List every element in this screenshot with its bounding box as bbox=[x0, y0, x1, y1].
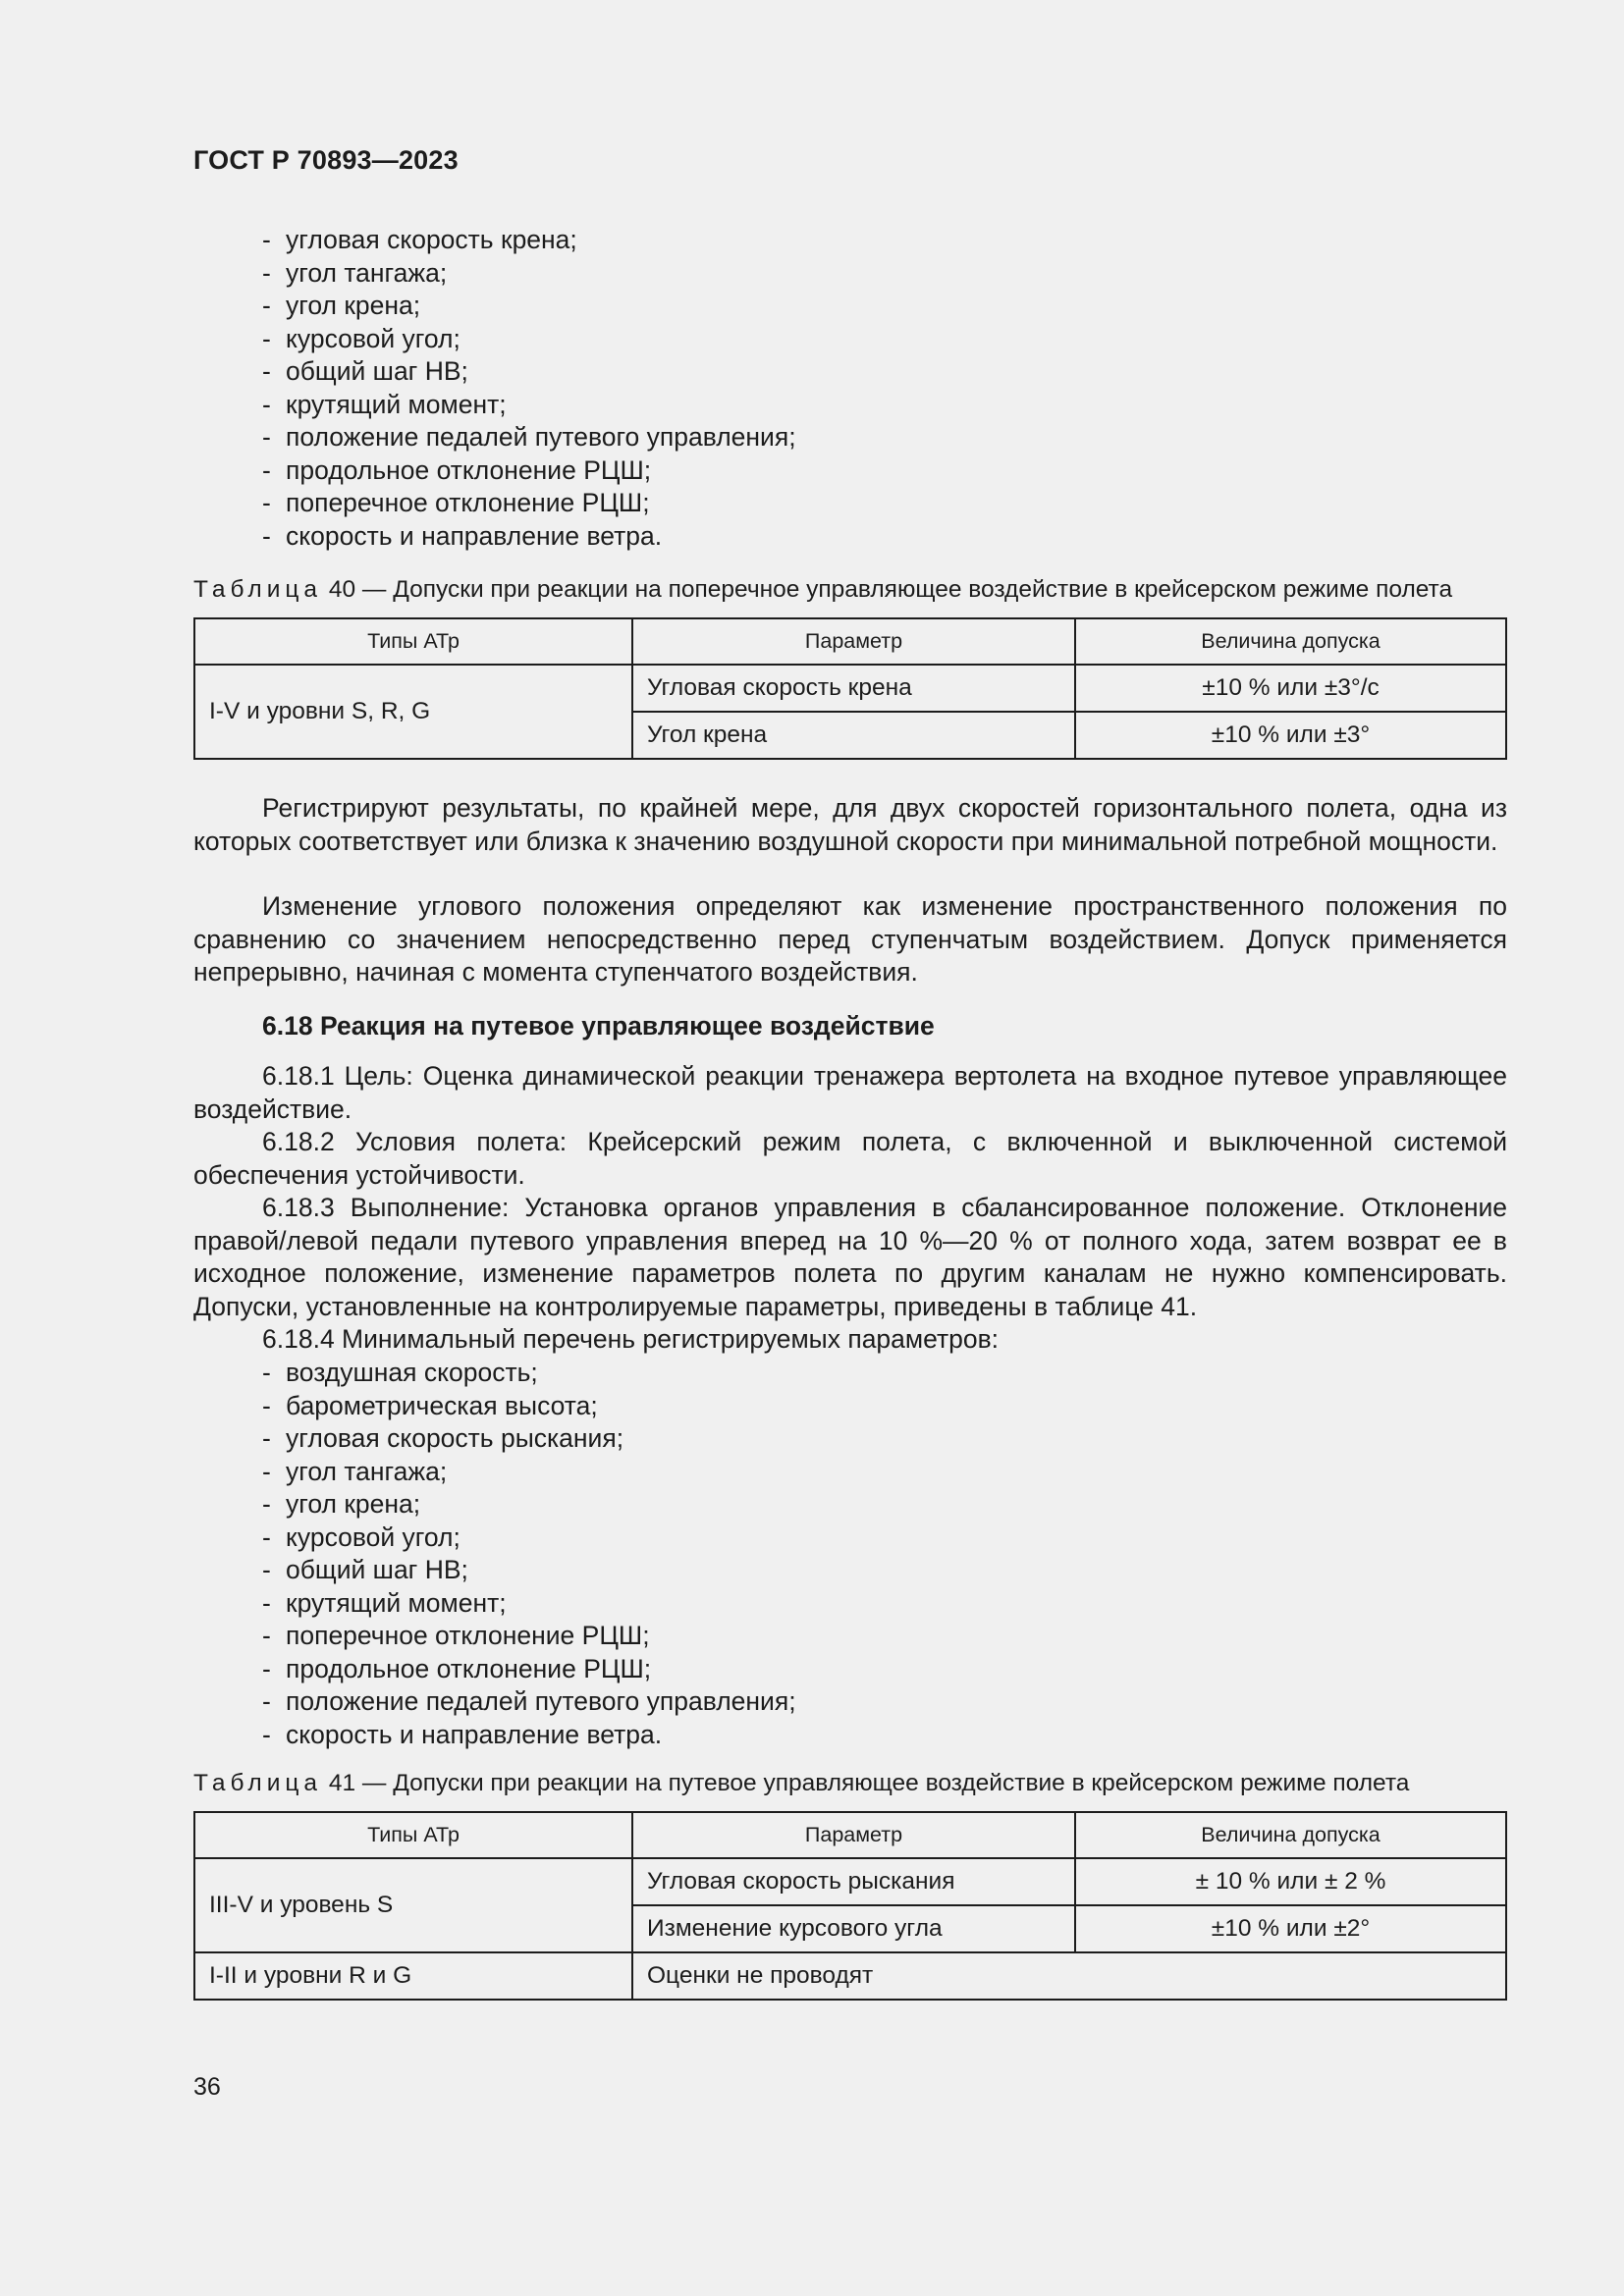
table-41-caption bbox=[193, 1770, 1409, 1797]
list-item-text: крутящий момент; bbox=[286, 1587, 507, 1618]
list-dash: - bbox=[262, 1719, 271, 1749]
type-cell: III-V и уровень S bbox=[194, 1858, 632, 1952]
list-dash: - bbox=[262, 225, 271, 254]
list-item-text: курсовой угол; bbox=[286, 323, 460, 353]
param-cell: Изменение курсового угла bbox=[632, 1905, 1075, 1952]
list-item-text: угол тангажа; bbox=[286, 1456, 448, 1486]
table-40 bbox=[193, 617, 1507, 760]
table-label: Таблица bbox=[193, 576, 323, 603]
table-row bbox=[194, 1858, 1506, 1905]
list-item bbox=[193, 355, 796, 389]
list-item bbox=[193, 323, 796, 356]
list-item bbox=[193, 1653, 796, 1686]
list-item bbox=[193, 487, 796, 520]
list-dash: - bbox=[262, 1423, 271, 1453]
header-cell: Типы АТр bbox=[194, 618, 632, 665]
header-cell: Параметр bbox=[632, 1812, 1075, 1858]
parameter-list-2 bbox=[193, 1357, 796, 1751]
list-item bbox=[193, 224, 796, 257]
paragraph: 6.18.1 Цель: Оценка динамической реакции тренажера вертолета на входное путевое управляющее воздействие. bbox=[193, 1061, 1507, 1124]
list-item bbox=[193, 1522, 796, 1555]
list-item-text: крутящий момент; bbox=[286, 389, 507, 419]
list-item bbox=[193, 1390, 796, 1423]
list-dash: - bbox=[262, 454, 271, 485]
tolerance-cell: ±10 % или ±2° bbox=[1075, 1905, 1506, 1952]
paragraph: 6.18.4 Минимальный перечень регистрируемых параметров: bbox=[262, 1324, 1000, 1354]
list-item-text: положение педалей путевого управления; bbox=[286, 1686, 796, 1716]
list-item-text: общий шаг НВ; bbox=[286, 356, 468, 386]
list-item-text: воздушная скорость; bbox=[286, 1358, 538, 1387]
list-item bbox=[193, 389, 796, 422]
list-dash: - bbox=[262, 1653, 271, 1683]
list-item-text: общий шаг НВ; bbox=[286, 1555, 468, 1584]
list-dash: - bbox=[262, 1358, 271, 1387]
list-item-text: угловая скорость крена; bbox=[286, 225, 577, 254]
list-dash: - bbox=[262, 257, 271, 288]
list-item-text: продольное отклонение РЦШ; bbox=[286, 454, 652, 485]
header-cell: Величина допуска bbox=[1075, 1812, 1506, 1858]
list-dash: - bbox=[262, 323, 271, 353]
type-cell: I-V и уровни S, R, G bbox=[194, 665, 632, 759]
paragraph: Изменение углового положения определяют как изменение пространственного положения по сравнению со значением непосредственно перед ступенчатым воздействием. Допуск применяется непрерывно, начиная с момента ступенчатого воздействия. bbox=[193, 891, 1507, 987]
list-item bbox=[193, 1719, 796, 1752]
table-header-row bbox=[194, 1812, 1506, 1858]
paragraph: Регистрируют результаты, по крайней мере, для двух скоростей горизонтального полета, одна из которых соответствует или близка к значению воздушной скорости при минимальной потребной мощности. bbox=[193, 793, 1507, 856]
list-item bbox=[193, 1620, 796, 1653]
param-cell: Угол крена bbox=[632, 712, 1075, 759]
list-item-text: поперечное отклонение РЦШ; bbox=[286, 1621, 650, 1650]
type-cell: I-II и уровни R и G bbox=[194, 1952, 632, 2000]
list-dash: - bbox=[262, 1587, 271, 1618]
list-item-text: поперечное отклонение РЦШ; bbox=[286, 488, 650, 517]
list-item-text: угол тангажа; bbox=[286, 257, 448, 288]
paragraph: 6.18.2 Условия полета: Крейсерский режим полета, с включенной и выключенной системой обеспечения устойчивости. bbox=[193, 1127, 1507, 1190]
list-item bbox=[193, 257, 796, 291]
list-item-text: угловая скорость рыскания; bbox=[286, 1423, 624, 1453]
note-cell: Оценки не проводят bbox=[632, 1952, 1506, 2000]
header-cell: Типы АТр bbox=[194, 1812, 632, 1858]
list-item bbox=[193, 1488, 796, 1522]
list-item bbox=[193, 520, 796, 554]
header-cell: Величина допуска bbox=[1075, 618, 1506, 665]
list-item-text: скорость и направление ветра. bbox=[286, 1719, 663, 1749]
tolerance-cell: ± 10 % или ± 2 % bbox=[1075, 1858, 1506, 1905]
list-dash: - bbox=[262, 422, 271, 452]
tolerance-cell: ±10 % или ±3° bbox=[1075, 712, 1506, 759]
param-cell: Угловая скорость крена bbox=[632, 665, 1075, 712]
header-cell: Параметр bbox=[632, 618, 1075, 665]
list-item-text: барометрическая высота; bbox=[286, 1390, 598, 1420]
list-item bbox=[193, 1587, 796, 1621]
list-item-text: угол крена; bbox=[286, 1489, 421, 1519]
list-dash: - bbox=[262, 520, 271, 551]
list-dash: - bbox=[262, 1555, 271, 1584]
list-dash: - bbox=[262, 1686, 271, 1716]
list-item bbox=[193, 1456, 796, 1489]
list-item-text: курсовой угол; bbox=[286, 1522, 460, 1552]
list-item bbox=[193, 290, 796, 323]
list-dash: - bbox=[262, 1489, 271, 1519]
param-cell: Угловая скорость рыскания bbox=[632, 1858, 1075, 1905]
list-item-text: угол крена; bbox=[286, 291, 421, 320]
tolerance-cell: ±10 % или ±3°/с bbox=[1075, 665, 1506, 712]
section-title: 6.18 Реакция на путевое управляющее воздействие bbox=[262, 1011, 935, 1041]
list-item-text: продольное отклонение РЦШ; bbox=[286, 1653, 652, 1683]
list-item-text: скорость и направление ветра. bbox=[286, 520, 663, 551]
table-header-row bbox=[194, 618, 1506, 665]
table-caption-text: 41 — Допуски при реакции на путевое управляющее воздействие в крейсерском режиме полета bbox=[328, 1770, 1410, 1796]
list-dash: - bbox=[262, 389, 271, 419]
list-item bbox=[193, 1554, 796, 1587]
page-number: 36 bbox=[193, 2073, 221, 2101]
table-41 bbox=[193, 1811, 1507, 2001]
table-row bbox=[194, 665, 1506, 712]
table-40-caption bbox=[193, 576, 1452, 604]
table-caption-text: 40 — Допуски при реакции на поперечное управляющее воздействие в крейсерском режиме полета bbox=[328, 576, 1453, 603]
list-dash: - bbox=[262, 1456, 271, 1486]
parameter-list-1 bbox=[193, 224, 796, 553]
list-item bbox=[193, 1357, 796, 1390]
list-item bbox=[193, 454, 796, 488]
table-row bbox=[194, 1952, 1506, 2000]
list-dash: - bbox=[262, 1390, 271, 1420]
list-dash: - bbox=[262, 291, 271, 320]
table-label: Таблица bbox=[193, 1770, 323, 1796]
list-item bbox=[193, 421, 796, 454]
list-item bbox=[193, 1685, 796, 1719]
list-item bbox=[193, 1422, 796, 1456]
list-dash: - bbox=[262, 1522, 271, 1552]
paragraph: 6.18.3 Выполнение: Установка органов управления в сбалансированное положение. Отклонение правой/левой педали путевого управления вперед на 10 %—20 % от полного хода, затем возврат ее в исходное положение, изменение параметров полета по другим каналам не нужно компенсировать. Допуски, установленные на контролируемые параметры, приведены в таблице 41. bbox=[193, 1193, 1507, 1321]
document-header: ГОСТ Р 70893—2023 bbox=[193, 145, 459, 175]
list-dash: - bbox=[262, 488, 271, 517]
list-item-text: положение педалей путевого управления; bbox=[286, 422, 796, 452]
list-dash: - bbox=[262, 356, 271, 386]
list-dash: - bbox=[262, 1621, 271, 1650]
